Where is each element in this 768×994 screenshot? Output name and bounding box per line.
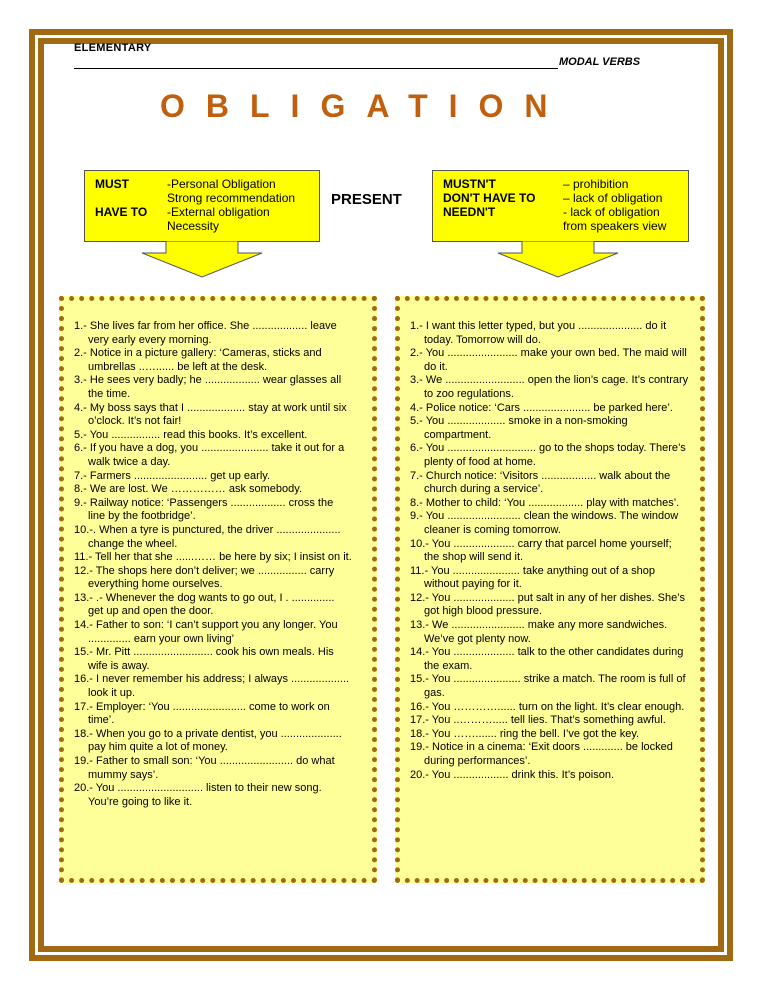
mustnt-dont-have-to-box (432, 170, 689, 242)
exercise-item: 5.- You ................... smoke in a non-smoking compartment. (410, 415, 628, 441)
box-row (95, 177, 319, 191)
exercise-item: 10.-. When a tyre is punctured, the driver ..................... change the wheel. (74, 523, 341, 550)
exercise-item: 15.- Mr. Pitt .......................... cook his own meals. His wife is away. (74, 646, 334, 672)
exercise-item: 7.- Church notice: ‘Visitors .................. walk about the church during a service’. (410, 469, 671, 496)
exercise-panel-right (395, 296, 705, 883)
exercise-item: 13.- .- Whenever the dog wants to go out, I . .............. get up and open the door. (74, 591, 335, 618)
modal-keyword: HAVE TO (95, 205, 148, 219)
modal-description: -Personal Obligation (167, 177, 276, 191)
modal-keyword (443, 219, 563, 233)
exercise-item: 19.- Notice in a cinema: ‘Exit doors ............. be locked during performances’. (410, 741, 673, 767)
exercise-item: 12.- You .................... put salt in any of her dishes. She’s got high blood pressure. (410, 591, 685, 618)
exercise-item: 2.- Notice in a picture gallery: ‘Cameras, sticks and umbrellas ..…...... be left at the desk. (74, 347, 322, 373)
header-rule (74, 68, 558, 69)
exercise-item: 19.- Father to small son: ‘You ........................ do what mummy says’. (74, 755, 335, 781)
modal-keyword: MUSTN'T (443, 177, 496, 191)
modal-keyword: NEEDN'T (443, 205, 496, 219)
exercise-item: 1.- She lives far from her office. She .................. leave very early every morning. (74, 320, 337, 346)
box-row (443, 219, 688, 233)
exercise-item: 3.- We .......................... open the lion’s cage. It’s contrary to zoo regulations. (410, 374, 689, 400)
exercise-item: 5.- You ................ read this books. It’s excellent. (74, 428, 308, 441)
exercise-item: 13.- We ........................ make any more sandwiches. We’ve got plenty now. (410, 619, 668, 645)
modal-description: – prohibition (563, 177, 629, 191)
exercise-item: 20.- You .................. drink this. It’s poison. (410, 768, 615, 781)
modal-description: Necessity (167, 219, 220, 233)
present-label: PRESENT (331, 191, 402, 208)
exercise-item: 10.- You .................... carry that parcel home yourself; the shop will send it. (410, 537, 672, 564)
exercise-panel-left (59, 296, 377, 883)
exercise-item: 4.- My boss says that I ................... stay at work until six o’clock. It’s not fair! (74, 401, 347, 428)
modal-description: -External obligation (167, 205, 270, 219)
modal-description: Strong recommendation (167, 191, 296, 205)
page-title: OBLIGATION (160, 88, 569, 124)
exercise-item: 6.- You ............................. go to the shops today. There’s plenty of food at home. (410, 442, 686, 468)
topic-label: MODAL VERBS (559, 56, 641, 68)
exercise-item: 8.- Mother to child: ‘You .................. play with matches’. (410, 496, 680, 509)
exercise-item: 14.- You .................... talk to the other candidates during the exam. (410, 646, 684, 672)
exercise-list (64, 301, 372, 809)
exercise-item: 7.- Farmers ........................ get up early. (74, 469, 271, 482)
box-row (95, 205, 319, 219)
exercise-item: 8.- We are lost. We …………… ask somebody. (74, 483, 303, 496)
modal-keyword (95, 191, 167, 205)
box-row (95, 219, 319, 233)
exercise-item: 20.- You ............................ listen to their new song. You’re going to like it. (74, 782, 322, 808)
modal-description: from speakers view (563, 219, 667, 233)
modal-keyword (95, 219, 167, 233)
exercise-item: 18.- You ……....... ring the bell. I’ve got the key. (410, 727, 640, 740)
exercise-item: 11.- You ...................... take anything out of a shop without paying for it. (410, 564, 656, 591)
exercise-item: 9.- Railway notice: ‘Passengers .................. cross the line by the footbridge’. (74, 496, 334, 523)
exercise-item: 9.- You ........................ clean the windows. The window cleaner is coming tomorrow. (410, 510, 679, 536)
exercise-item: 14.- Father to son: ‘I can’t support you any longer. You .............. earn your own living’ (74, 619, 338, 645)
down-arrow-icon (140, 241, 264, 279)
exercise-item: 15.- You ...................... strike a match. The room is full of gas. (410, 673, 686, 700)
down-arrow-icon (496, 241, 620, 279)
exercise-item: 18.- When you go to a private dentist, you .................... pay him quite a lot of money. (74, 727, 342, 754)
exercise-item: 12.- The shops here don’t deliver; we ................ carry everything home ourselves. (74, 564, 335, 591)
modal-keyword: DON'T HAVE TO (443, 191, 536, 205)
exercise-item: 1.- I want this letter typed, but you ..................... do it today. Tomorrow will do. (410, 320, 667, 346)
must-have-to-box (84, 170, 320, 242)
exercise-item: 3.- He sees very badly; he .................. wear glasses all the time. (74, 374, 342, 400)
exercise-list (400, 301, 700, 782)
modal-description: – lack of obligation (563, 191, 663, 205)
exercise-item: 4.- Police notice: ‘Cars ...................... be parked here’. (410, 401, 673, 414)
box-row (95, 191, 319, 205)
box-row (443, 205, 688, 219)
modal-description: - lack of obligation (563, 205, 660, 219)
modal-keyword: MUST (95, 177, 129, 191)
box-row (443, 177, 688, 191)
exercise-item: 16.- I never remember his address; I always ................... look it up. (74, 673, 350, 700)
exercise-item: 11.- Tell her that she ......…… be here by six; I insist on it. (74, 551, 352, 564)
exercise-item: 16.- You …………...... turn on the light. It’s clear enough. (410, 700, 685, 713)
exercise-item: 17.- You ..………..... tell lies. That’s something awful. (410, 714, 666, 727)
level-label: ELEMENTARY (74, 42, 152, 54)
box-row (443, 191, 688, 205)
exercise-item: 2.- You ....................... make your own bed. The maid will do it. (410, 347, 687, 373)
exercise-item: 17.- Employer: ‘You ........................ come to work on time’. (74, 700, 330, 727)
exercise-item: 6.- If you have a dog, you ...................... take it out for a walk twice a day. (74, 442, 345, 468)
